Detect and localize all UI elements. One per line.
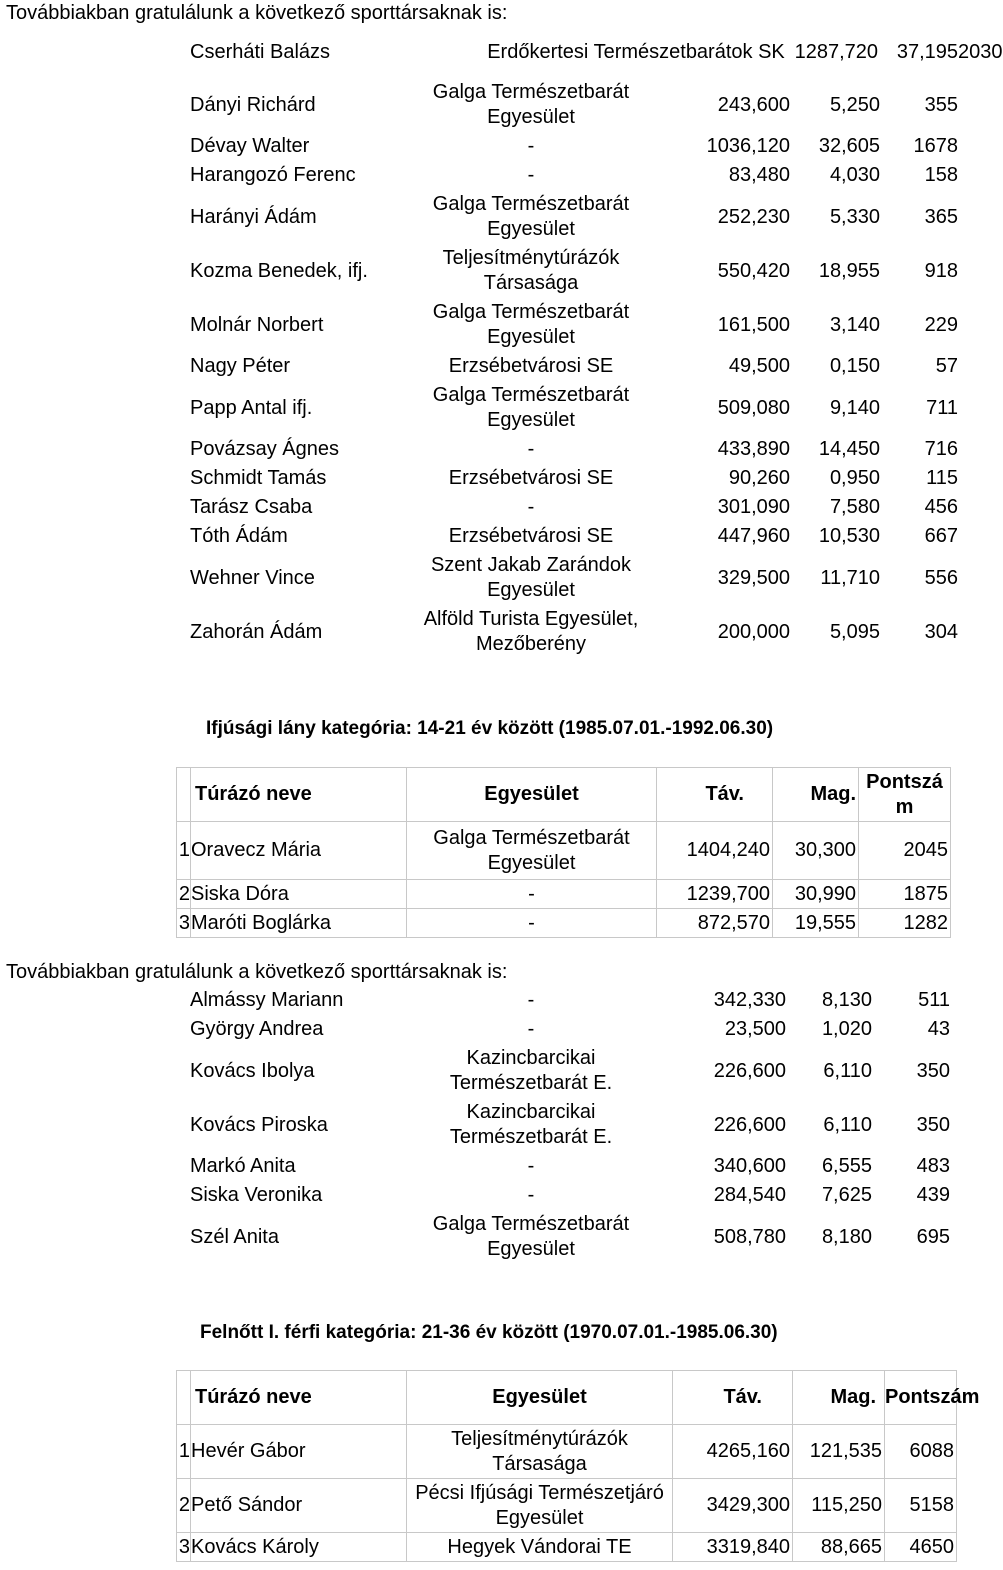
- club-name: Erzsébetvárosi SE: [448, 525, 614, 547]
- club-name: Galga Természetbarát Egyesület: [432, 81, 630, 128]
- club-name: Kazincbarcikai Természetbarát E.: [449, 1101, 613, 1148]
- distance: 342,330: [713, 989, 786, 1011]
- club-name: -: [527, 989, 535, 1011]
- racer-name: Kovács Ibolya: [190, 1059, 315, 1082]
- points: 2045: [859, 822, 951, 880]
- table-row: [177, 909, 951, 938]
- racer-name: Pető Sándor: [191, 1479, 407, 1533]
- distance: 3319,840: [673, 1533, 793, 1562]
- table-row: [0, 435, 958, 464]
- table-row: [177, 1425, 957, 1479]
- racer-name: Hevér Gábor: [191, 1425, 407, 1479]
- points: 483: [916, 1155, 950, 1177]
- distance: 1404,240: [657, 822, 773, 880]
- table-row: [0, 161, 958, 190]
- distance: 1239,700: [657, 880, 773, 909]
- header-distance: Táv.: [673, 1371, 793, 1425]
- racer-name: Maróti Boglárka: [191, 909, 407, 938]
- results-table: [176, 1370, 980, 1562]
- table-row: [0, 493, 958, 522]
- points: 304: [924, 620, 958, 643]
- distance: 200,000: [717, 620, 790, 643]
- club-name: Galga Természetbarát Egyesület: [432, 193, 630, 240]
- club-name: Szent Jakab Zarándok Egyesület: [430, 554, 632, 601]
- club-name: Teljesítménytúrázók Társasága: [442, 247, 620, 294]
- distance: 1287,720: [794, 40, 878, 63]
- table-row: [0, 551, 958, 605]
- club-name: -: [527, 1184, 535, 1206]
- points: 350: [916, 1059, 950, 1082]
- category-heading: Ifjúsági lány kategória: 14-21 év között (1985.07.01.-1992.06.30): [206, 718, 774, 739]
- points: 918: [924, 259, 958, 282]
- elevation: 6,555: [821, 1155, 872, 1177]
- distance: 49,500: [728, 355, 790, 377]
- distance: 447,960: [717, 525, 790, 547]
- racer-name: Wehner Vince: [190, 566, 315, 589]
- table-row: [0, 1210, 950, 1264]
- racer-name: Dévay Walter: [190, 135, 310, 157]
- table-row: [0, 1015, 950, 1044]
- racer-name: Cserháti Balázs: [190, 40, 331, 63]
- elevation: 32,605: [818, 135, 880, 157]
- distance: 509,080: [717, 396, 790, 419]
- header-elevation: Mag.: [773, 768, 859, 822]
- elevation: 0,150: [829, 355, 880, 377]
- racer-name: Papp Antal ifj.: [190, 396, 313, 419]
- points: 711: [926, 396, 958, 419]
- club-name: Erzsébetvárosi SE: [448, 467, 614, 489]
- points: 695: [916, 1225, 950, 1248]
- elevation: 30,990: [773, 880, 859, 909]
- points: 5158: [885, 1479, 957, 1533]
- congrats-table-1: [0, 26, 1003, 78]
- elevation: 11,710: [820, 566, 880, 589]
- table-row: [177, 822, 951, 880]
- header-name: Túrázó neve: [191, 768, 407, 822]
- distance: 872,570: [657, 909, 773, 938]
- table-header-row: [177, 1371, 957, 1425]
- rank: 3: [177, 909, 191, 938]
- club-name: -: [407, 880, 657, 909]
- racer-name: Siska Dóra: [191, 880, 407, 909]
- distance: 4265,160: [673, 1425, 793, 1479]
- points: 355: [924, 93, 958, 116]
- elevation: 121,535: [793, 1425, 885, 1479]
- distance: 90,260: [728, 467, 790, 489]
- racer-name: György Andrea: [190, 1018, 324, 1040]
- elevation: 6,110: [823, 1059, 872, 1082]
- racer-name: Kovács Károly: [191, 1533, 407, 1562]
- distance: 243,600: [717, 93, 790, 116]
- header-club: Egyesület: [407, 1371, 673, 1425]
- distance: 23,500: [724, 1018, 786, 1040]
- elevation: 4,030: [829, 164, 880, 186]
- club-name: Erzsébetvárosi SE: [448, 355, 614, 377]
- table-header-row: [177, 768, 951, 822]
- points: 511: [918, 989, 950, 1011]
- club-name: Galga Természetbarát Egyesület: [432, 301, 630, 348]
- points: 115: [926, 467, 958, 489]
- racer-name: Kozma Benedek, ifj.: [190, 259, 368, 282]
- points: 57: [935, 355, 958, 377]
- rank: 3: [177, 1533, 191, 1562]
- elevation: 5,095: [829, 620, 880, 643]
- club-name: -: [407, 909, 657, 938]
- points: 6088: [885, 1425, 957, 1479]
- elevation: 37,195: [896, 40, 958, 63]
- elevation: 115,250: [793, 1479, 885, 1533]
- rank: 2: [177, 880, 191, 909]
- racer-name: Markó Anita: [190, 1155, 296, 1177]
- header-points: Pontszám: [859, 768, 951, 822]
- distance: 508,780: [713, 1225, 786, 1248]
- racer-name: Harányi Ádám: [190, 205, 317, 228]
- congrats-line: Továbbiakban gratulálunk a következő sporttársaknak is:: [6, 961, 508, 983]
- points: 43: [927, 1018, 950, 1040]
- elevation: 14,450: [818, 438, 880, 460]
- racer-name: Molnár Norbert: [190, 313, 324, 336]
- elevation: 30,300: [773, 822, 859, 880]
- distance: 83,480: [728, 164, 790, 186]
- table-row: [0, 605, 958, 659]
- club-name: Teljesítménytúrázók Társasága: [407, 1425, 673, 1479]
- table-row: [177, 880, 951, 909]
- points: 350: [916, 1113, 950, 1136]
- racer-name: Oravecz Mária: [191, 822, 407, 880]
- results-table: [176, 767, 951, 938]
- racer-name: Kovács Piroska: [190, 1113, 328, 1136]
- club-name: Hegyek Vándorai TE: [407, 1533, 673, 1562]
- table-row: [0, 986, 950, 1015]
- distance: 226,600: [713, 1113, 786, 1136]
- club-name: Alföld Turista Egyesület, Mezőberény: [423, 608, 639, 655]
- elevation: 19,555: [773, 909, 859, 938]
- club-name: -: [527, 438, 535, 460]
- distance: 3429,300: [673, 1479, 793, 1533]
- club-name: Erdőkertesi Természetbarátok SK: [487, 40, 785, 63]
- elevation: 6,110: [823, 1113, 872, 1136]
- table-row: Cserháti Balázs Erdőkertesi Természetbarátok SK 1287,720 37,195 2030: [0, 26, 958, 78]
- congrats-table: [0, 986, 950, 1264]
- elevation: 3,140: [829, 313, 880, 336]
- elevation: 18,955: [818, 259, 880, 282]
- distance: 433,890: [717, 438, 790, 460]
- racer-name: Zahorán Ádám: [190, 620, 323, 643]
- club-name: -: [527, 1018, 535, 1040]
- rank: 2: [177, 1479, 191, 1533]
- elevation: 0,950: [829, 467, 880, 489]
- racer-name: Almássy Mariann: [190, 989, 344, 1011]
- racer-name: Tarász Csaba: [190, 496, 313, 518]
- table-row: [0, 1181, 950, 1210]
- racer-name: Povázsay Ágnes: [190, 438, 339, 460]
- elevation: 7,625: [821, 1184, 872, 1206]
- header-elevation: Mag.: [793, 1371, 885, 1425]
- table-row: [0, 1044, 950, 1098]
- points: 667: [924, 525, 958, 547]
- table-row: [0, 298, 958, 352]
- points: 1282: [859, 909, 951, 938]
- club-name: -: [527, 135, 535, 157]
- club-name: Pécsi Ifjúsági Természetjáró Egyesület: [407, 1479, 673, 1533]
- elevation: 9,140: [829, 396, 880, 419]
- distance: 284,540: [713, 1184, 786, 1206]
- table-row: [0, 352, 958, 381]
- distance: 252,230: [717, 205, 790, 228]
- table-row: [0, 464, 958, 493]
- points: 439: [916, 1184, 950, 1206]
- header-points: Pontszám: [885, 1371, 957, 1425]
- points: 556: [924, 566, 958, 589]
- racer-name: Harangozó Ferenc: [190, 164, 356, 186]
- racer-name: Siska Veronika: [190, 1184, 323, 1206]
- club-name: Kazincbarcikai Természetbarát E.: [449, 1047, 613, 1094]
- elevation: 1,020: [821, 1018, 872, 1040]
- club-name: -: [527, 496, 535, 518]
- table-row: [0, 1152, 950, 1181]
- racer-name: Szél Anita: [190, 1225, 279, 1248]
- table-row: [177, 1533, 957, 1562]
- points: 229: [924, 313, 958, 336]
- points: 365: [924, 205, 958, 228]
- club-name: Galga Természetbarát Egyesület: [432, 1213, 630, 1260]
- distance: 340,600: [713, 1155, 786, 1177]
- elevation: 5,330: [829, 205, 880, 228]
- congrats-line: Továbbiakban gratulálunk a következő sporttársaknak is:: [6, 2, 508, 24]
- points: 716: [924, 438, 958, 460]
- points: 158: [924, 164, 958, 186]
- club-name: Galga Természetbarát Egyesület: [432, 384, 630, 431]
- congrats-table: [0, 78, 958, 659]
- elevation: 8,180: [821, 1225, 872, 1248]
- elevation: 5,250: [829, 93, 880, 116]
- table-row: [0, 132, 958, 161]
- elevation: 7,580: [829, 496, 880, 518]
- club-name: Galga Természetbarát Egyesület: [407, 822, 657, 880]
- category-heading: Felnőtt I. férfi kategória: 21-36 év között (1970.07.01.-1985.06.30): [200, 1322, 778, 1343]
- racer-name: Dányi Richárd: [190, 93, 316, 116]
- header-club: Egyesület: [407, 768, 657, 822]
- header-name: Túrázó neve: [191, 1371, 407, 1425]
- elevation: 8,130: [821, 989, 872, 1011]
- distance: 1036,120: [706, 135, 790, 157]
- elevation: 88,665: [793, 1533, 885, 1562]
- distance: 329,500: [717, 566, 790, 589]
- rank: 1: [177, 822, 191, 880]
- table-row: [0, 78, 958, 132]
- distance: 550,420: [717, 259, 790, 282]
- table-row: [0, 522, 958, 551]
- rank: 1: [177, 1425, 191, 1479]
- table-row: [0, 190, 958, 244]
- elevation: 10,530: [818, 525, 880, 547]
- points: 1678: [913, 135, 958, 157]
- racer-name: Nagy Péter: [190, 355, 291, 377]
- points: 1875: [859, 880, 951, 909]
- distance: 301,090: [717, 496, 790, 518]
- table-row: [0, 381, 958, 435]
- points: 4650: [885, 1533, 957, 1562]
- points: 456: [924, 496, 958, 518]
- table-row: [0, 244, 958, 298]
- racer-name: Schmidt Tamás: [190, 467, 327, 489]
- header-distance: Táv.: [657, 768, 773, 822]
- table-row: [177, 1479, 957, 1533]
- distance: 161,500: [717, 313, 790, 336]
- distance: 226,600: [713, 1059, 786, 1082]
- table-row: [0, 1098, 950, 1152]
- club-name: -: [527, 1155, 535, 1177]
- club-name: -: [527, 164, 535, 186]
- racer-name: Tóth Ádám: [190, 525, 288, 547]
